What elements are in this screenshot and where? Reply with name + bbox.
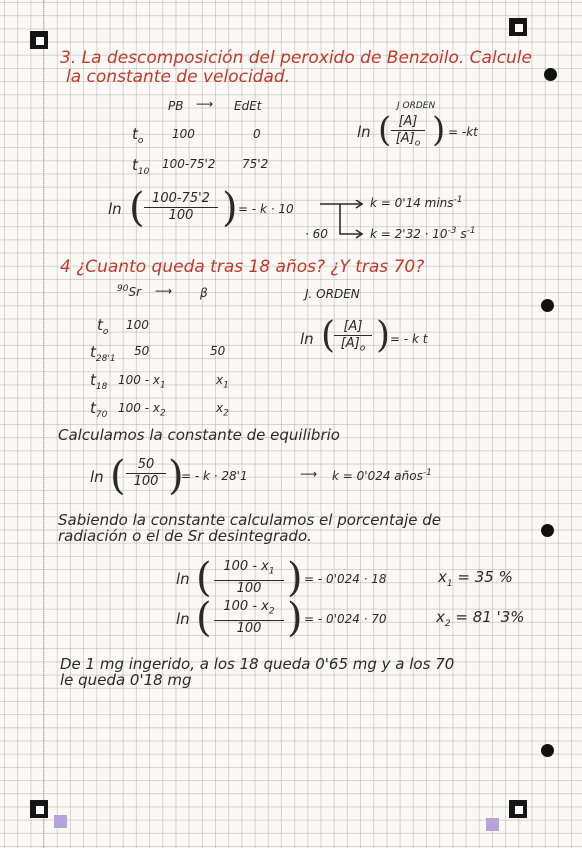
- ex4-calc1-rparen: ): [168, 453, 184, 499]
- ex4-row-2-t: $t_{18}$: [90, 371, 108, 392]
- ex4-calc2-result: $x_1 = 35$ %: [438, 568, 513, 589]
- ex3-calc-lparen: (: [129, 185, 145, 231]
- ex4-row-1-a: 50: [134, 344, 150, 358]
- ex3-reaction-arrow: ⟶: [196, 97, 214, 111]
- ex3-calc-rhs: = - k · 10: [238, 202, 294, 216]
- ex4-conclusion-line1: De 1 mg ingerido, a los 18 queda 0'65 mg y a los 70: [60, 655, 455, 673]
- ex4-calc2-rhs: = - 0'024 · 18: [304, 572, 387, 586]
- ex3-t10-label: $t_{10}$: [132, 156, 150, 177]
- ex3-calc-fraction: 100-75'2 100: [144, 192, 218, 223]
- ex4-row-3-t: $t_{70}$: [90, 399, 108, 420]
- ex3-title-line2: la constante de velocidad.: [66, 67, 291, 87]
- ex4-reaction-right: β: [200, 286, 208, 300]
- ex4-row-2-b: $x_1$: [216, 373, 229, 391]
- ex3-reaction-right: EdEt: [234, 99, 262, 113]
- ex4-conclusion-line2: le queda 0'18 mg: [60, 671, 192, 689]
- ex4-calc-constant-label: Calculamos la constante de equilibrio: [58, 426, 340, 444]
- ex4-calc1-fraction: 50 100: [126, 458, 166, 489]
- ex4-row-0-a: 100: [126, 318, 149, 332]
- ex4-row-1-t: $t_{28'1}$: [90, 343, 116, 364]
- ex4-title: 4 ¿Cuanto queda tras 18 años? ¿Y tras 70?: [60, 257, 425, 277]
- binder-hole-1: [544, 68, 557, 81]
- ex4-row-1-b: 50: [210, 344, 226, 358]
- ex3-calc-ln: ln: [108, 200, 122, 218]
- ex4-reaction-left: $^{90}$Sr: [117, 284, 142, 299]
- ex4-calc3-ln: ln: [176, 610, 190, 628]
- ex3-calc-rparen: ): [222, 185, 238, 231]
- ex3-k-min: k = 0'14 mins$^{-1}$: [370, 195, 463, 210]
- ex4-rate-law-ln: ln: [300, 330, 314, 348]
- ex4-row-3-a: $100 - x_2$: [118, 401, 166, 419]
- corner-marker-bottom-left: [30, 800, 48, 818]
- ex4-calc2-ln: ln: [176, 570, 190, 588]
- ex4-calc1-result: k = 0'024 años$^{-1}$: [332, 468, 432, 483]
- ex4-calc3-result: $x_2 = 81$ '3%: [436, 608, 525, 629]
- ex3-reaction-left: PB: [168, 99, 184, 113]
- ex4-rate-law-rparen: ): [376, 315, 391, 356]
- purple-mark-right: [486, 818, 499, 831]
- ex4-reaction-arrow: ⟶: [155, 284, 173, 298]
- ex4-row-3-b: $x_2$: [216, 401, 229, 419]
- ex4-calc3-rparen: ): [287, 595, 303, 641]
- binder-hole-2: [541, 299, 554, 312]
- ex3-title-line1: 3. La descomposición del peroxido de Benzoilo. Calcule: [60, 48, 532, 68]
- ex4-calc3-lparen: (: [196, 595, 212, 641]
- ex4-calc1-lparen: (: [110, 453, 126, 499]
- ex3-rate-law-rparen: ): [432, 110, 446, 150]
- ex4-knowing-line1: Sabiendo la constante calculamos el porcentaje de: [58, 511, 442, 529]
- margin-line: [43, 0, 45, 848]
- ex3-rate-law-ln: ln: [357, 123, 371, 141]
- ex4-calc1-arrow: ⟶: [300, 467, 318, 481]
- ex4-calc1-rhs: = - k · 28'1: [181, 469, 248, 483]
- ex4-calc2-rparen: ): [287, 555, 303, 601]
- corner-marker-bottom-right: [509, 800, 527, 818]
- ex4-calc3-fraction: $100 - x_2$ 100: [214, 600, 284, 636]
- ex3-t0-label: $t_o$: [132, 125, 144, 146]
- ex4-row-2-a: $100 - x_1$: [118, 373, 166, 391]
- ex4-rate-law-rhs: = - k t: [390, 332, 428, 346]
- ex4-rate-law-lparen: (: [321, 315, 336, 356]
- ex3-rate-law-lparen: (: [378, 110, 392, 150]
- ex3-rate-law-rhs: = -kt: [448, 125, 478, 139]
- ex4-calc1-ln: ln: [90, 468, 104, 486]
- ex4-calc2-lparen: (: [196, 555, 212, 601]
- ex3-t0-prod: 0: [253, 127, 261, 141]
- ex3-t0-pb: 100: [172, 127, 195, 141]
- ex3-t10-pb: 100-75'2: [162, 157, 216, 171]
- ex4-order-label: J. ORDEN: [305, 287, 360, 301]
- ex4-calc3-rhs: = - 0'024 · 70: [304, 612, 387, 626]
- ex4-knowing-line2: radiación o el de Sr desintegrado.: [58, 527, 312, 545]
- ex3-conversion-factor: · 60: [305, 227, 328, 241]
- ex3-t10-prod: 75'2: [242, 157, 269, 171]
- corner-marker-top-left: [30, 31, 48, 49]
- corner-marker-top-right: [509, 18, 527, 36]
- purple-mark-left: [54, 815, 67, 828]
- ex4-rate-law-fraction: [A] $[A]_o$: [334, 320, 372, 356]
- ex3-k-seconds: $k = 2'32 \cdot 10^{-3}$ $s^{-1}$: [370, 226, 476, 241]
- ex4-row-0-t: $t_o$: [97, 316, 109, 337]
- ex3-rate-law-fraction: [A] $[A]_o$: [391, 115, 425, 151]
- ex3-order-label: J ORDEN: [397, 101, 436, 111]
- ex4-calc2-fraction: $100 - x_1$ 100: [214, 560, 284, 596]
- binder-hole-4: [541, 744, 554, 757]
- binder-hole-3: [541, 524, 554, 537]
